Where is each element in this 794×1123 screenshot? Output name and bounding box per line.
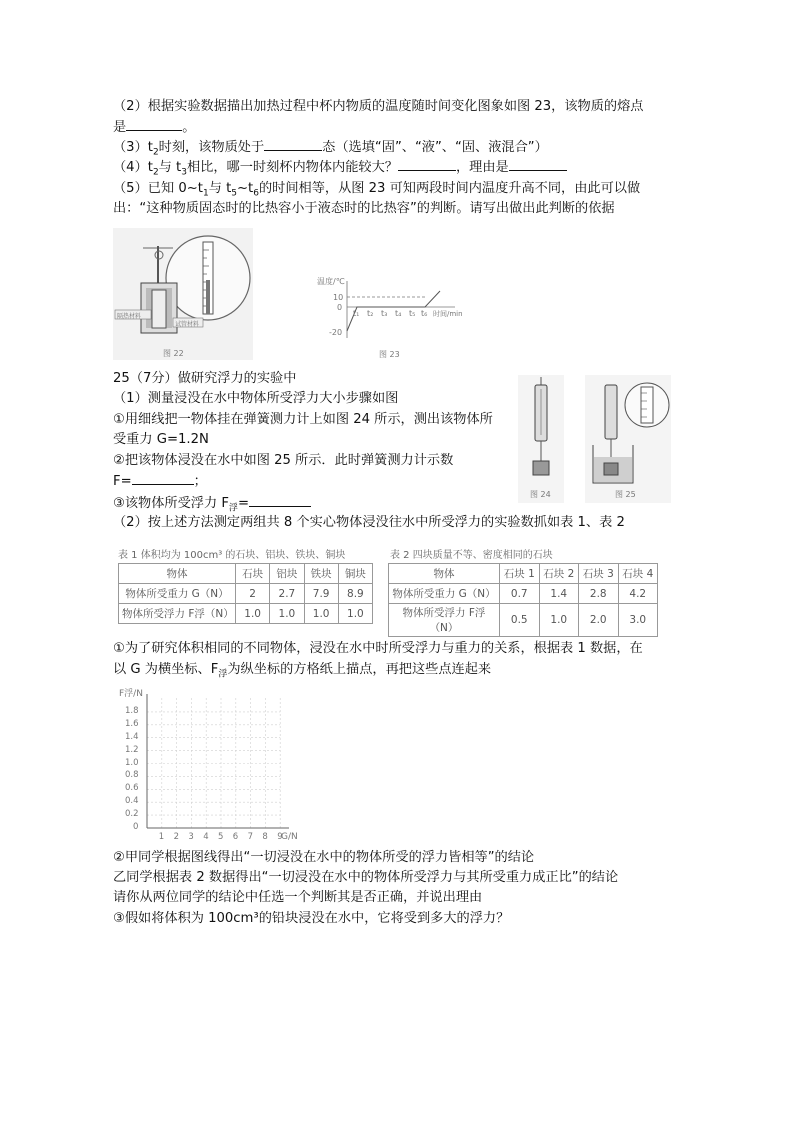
figure-24-drawing: [518, 375, 564, 485]
q24-part4: $(4)t_2$与 $t_3$相比，哪一时刻杯内物体内能较大？ ，理由是: [113, 158, 567, 182]
graph-x-tick: 7: [247, 832, 254, 842]
q24-part5-line1: （5）已知 $0\sim t_1$与 $t_5\sim t_6$的时间相等，从图 23 可知两段时间内温度升高不同，由此可以做: [113, 181, 641, 199]
q24-part3: $(3)t_2$时刻，该物质处于 态（选填“固”、“液”、“固、液混合”）: [113, 140, 548, 158]
graph-y-tick: 0.2: [125, 809, 139, 820]
graph-paper[interactable]: [113, 686, 303, 846]
table-2: [388, 563, 658, 637]
answer-blank-buoyant-force[interactable]: [249, 494, 311, 507]
table-row: 物体 石块 铝块 铁块 铜块: [119, 564, 373, 584]
table-1: [118, 563, 373, 624]
q25-step3: ③该物体所受浮力 $F_浮=$: [113, 494, 311, 518]
table1-title: 表 1 体积均为 100cm³ 的石块、铝块、铁块、铜块: [118, 550, 346, 561]
answer-blank-melting-point[interactable]: [126, 118, 182, 131]
figure-22-drawing: [113, 228, 253, 360]
graph-y-tick: 1.8: [125, 705, 139, 716]
table-row: 物体 石块 1 石块 2 石块 3 石块 4: [389, 564, 658, 584]
graph-x-tick: 5: [218, 832, 224, 842]
figure-25-drawing: [585, 375, 671, 487]
fig23-caption: 图 23: [379, 350, 400, 359]
graph-y-tick: 0.4: [125, 796, 139, 807]
figure-25: [585, 375, 671, 503]
q25-q1-line2: 以 G 为横坐标、$F_浮$为纵坐标的方格纸上描点，再把这些点连起来: [113, 662, 492, 680]
graph-x-tick: 9: [277, 832, 283, 842]
q25-step1-line2: 受重力 G=1.2N: [113, 432, 209, 447]
fig22-caption: 图 22: [163, 349, 184, 358]
fig24-caption: 图 24: [530, 490, 551, 499]
answer-blank-reason[interactable]: [509, 158, 567, 171]
table-row: 物体所受重力 G（N） 0.7 1.4 2.8 4.2: [389, 584, 658, 604]
table-row: 物体所受重力 G（N） 2 2.7 7.9 8.9: [119, 584, 373, 604]
fig23-xlabel: 时间/min: [433, 310, 463, 318]
q25-step1-line1: ①用细线把一物体挂在弹簧测力计上如图 24 所示，测出该物体所: [113, 412, 493, 427]
q25-q2-line1: ②甲同学根据图线得出“一切浸没在水中的物体所受的浮力皆相等”的结论: [113, 850, 535, 865]
q25-part2: （2）按上述方法测定两组共 8 个实心物体浸没往水中所受浮力的实验数抓如表 1、表 2: [113, 515, 625, 530]
q25-q3: ③假如将体积为 100cm³的铅块浸没在水中，它将受到多大的浮力？: [113, 911, 510, 926]
graph-y-tick: 1.0: [125, 757, 139, 768]
graph-ylabel: F浮/N: [119, 689, 143, 699]
q24-part2-line1: （2）根据实验数据描出加热过程中杯内物质的温度随时间变化图象如图 23，该物质的熔点: [113, 99, 644, 114]
graph-y-tick: 1.2: [125, 744, 139, 755]
q25-step2-line1: ②把该物体浸没在水中如图 25 所示．此时弹簧测力计示数: [113, 453, 454, 468]
table-row: 物体所受浮力 F浮（N） 0.5 1.0 2.0 3.0: [389, 604, 658, 637]
graph-paper-grid: [113, 686, 303, 846]
graph-y-tick: 0: [133, 822, 139, 832]
fig22-label-right: 试管材料: [175, 321, 200, 328]
fig22-label-left: 隔热材料: [117, 313, 142, 320]
fig23-ylabel: 温度/℃: [317, 277, 345, 286]
figure-24: [518, 375, 564, 503]
graph-x-tick: 2: [173, 832, 180, 842]
graph-y-tick: 0.8: [125, 770, 139, 781]
graph-y-tick: 0.6: [125, 783, 139, 794]
graph-y-tick: 1.6: [125, 718, 139, 729]
q25-q1-line1: ①为了研究体积相同的不同物体，浸没在水中时所受浮力与重力的关系，根据表 1 数据，在: [113, 641, 643, 656]
graph-x-tick: 3: [188, 832, 194, 842]
graph-x-tick: 6: [232, 832, 239, 842]
table-row: 物体所受浮力 F浮（N） 1.0 1.0 1.0 1.0: [119, 604, 373, 624]
graph-x-tick: 1: [158, 832, 165, 842]
figure-22: [113, 228, 253, 360]
answer-blank-internal-energy[interactable]: [398, 158, 456, 171]
q25-title: 25（7分）做研究浮力的实验中: [113, 371, 297, 386]
q24-part5-line2: 出：“这种物质固态时的比热容小于液态时的比热容”的判断。请写出做出此判断的依据: [113, 201, 615, 216]
figure-23: 温度/℃ 10 0 -20 t₁ t₂ t₃ t₄ t₅ t₆ 时间/min 图 23: [315, 273, 465, 361]
q25-part1: （1）测量浸没在水中物体所受浮力大小步骤如图: [113, 391, 399, 406]
answer-blank-state[interactable]: [264, 138, 322, 151]
graph-y-tick: 1.4: [125, 731, 139, 742]
q25-q2-line3: 请你从两位同学的结论中任选一个判断其是否正确，并说出理由: [113, 890, 483, 905]
q25-q2-line2: 乙同学根据表 2 数据得出“一切浸没在水中的物体所受浮力与其所受重力成正比”的结论: [113, 870, 619, 885]
q25-step2-line2: F= ；: [113, 474, 207, 489]
table2-title: 表 2 四块质量不等、密度相同的石块: [390, 550, 553, 561]
graph-xlabel: G/N: [281, 832, 298, 842]
fig25-caption: 图 25: [615, 490, 636, 499]
q24-part2-line2: 是 。: [113, 120, 196, 135]
graph-x-tick: 8: [262, 832, 268, 842]
answer-blank-spring-reading[interactable]: [132, 472, 194, 485]
graph-x-tick: 4: [203, 832, 209, 842]
